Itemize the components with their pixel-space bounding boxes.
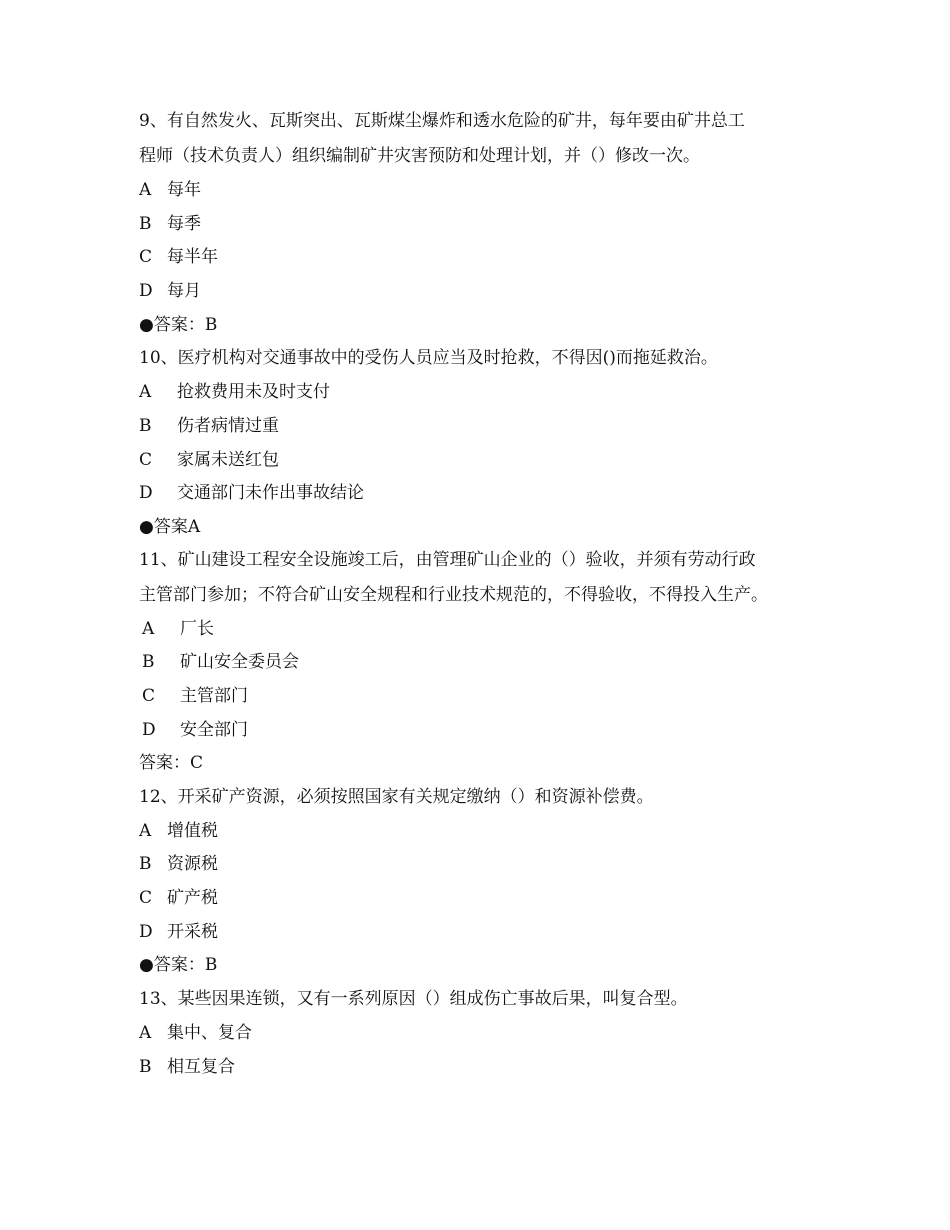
option-d: D 每月 — [139, 281, 201, 302]
option-a: A 抢救费用未及时支付 — [139, 382, 330, 403]
answer-line: ●答案：B — [139, 314, 218, 335]
option-a: A 集中、复合 — [139, 1022, 252, 1043]
answer-line: ●答案：B — [139, 955, 218, 976]
question-stem: 12、开采矿产资源，必须按照国家有关规定缴纳（）和资源补偿费。 — [139, 787, 654, 807]
question-12 — [139, 787, 839, 975]
question-stem: 13、某些因果连锁，又有一系列原因（）组成伤亡事故后果，叫复合型。 — [139, 989, 688, 1010]
question-stem: 9、有自然发火、瓦斯突出、瓦斯煤尘爆炸和透水危险的矿井，每年要由矿井总工 程师（技术负责人）组织编制矿井灾害预防和处理计划，并（）修改一次。 — [139, 111, 745, 166]
option-b: B 每季 — [139, 213, 201, 234]
answer-line: ●答案A — [139, 516, 201, 537]
option-b: B 矿山安全委员会 — [142, 652, 299, 673]
option-d: D 交通部门未作出事故结论 — [139, 483, 364, 504]
question-stem: 11、矿山建设工程安全设施竣工后，由管理矿山企业的（）验收，并须有劳动行政 主管部门参加；不符合矿山安全规程和行业技术规范的，不得验收，不得投入生产。 — [139, 549, 768, 605]
option-d: D 安全部门 — [142, 719, 248, 740]
question-10 — [139, 348, 839, 536]
option-b: B 伤者病情过重 — [139, 415, 279, 436]
option-a: A 每年 — [139, 180, 201, 200]
option-d: D 开采税 — [139, 921, 218, 942]
option-c: C 主管部门 — [142, 685, 248, 706]
question-11 — [139, 543, 839, 774]
question-13 — [139, 989, 839, 1076]
option-c: C 每半年 — [139, 247, 218, 268]
option-a: A 厂长 — [142, 618, 214, 639]
option-b: B 资源税 — [139, 854, 218, 875]
document-page — [139, 112, 839, 1090]
question-stem: 10、医疗机构对交通事故中的受伤人员应当及时抢救，不得因()而拖延救治。 — [139, 348, 718, 369]
option-c: C 矿产税 — [139, 888, 218, 909]
question-9 — [139, 104, 839, 335]
answer-line: 答案：C — [139, 753, 204, 774]
option-b: B 相互复合 — [139, 1056, 235, 1077]
option-c: C 家属未送红包 — [139, 449, 279, 470]
option-a: A 增值税 — [139, 820, 218, 841]
